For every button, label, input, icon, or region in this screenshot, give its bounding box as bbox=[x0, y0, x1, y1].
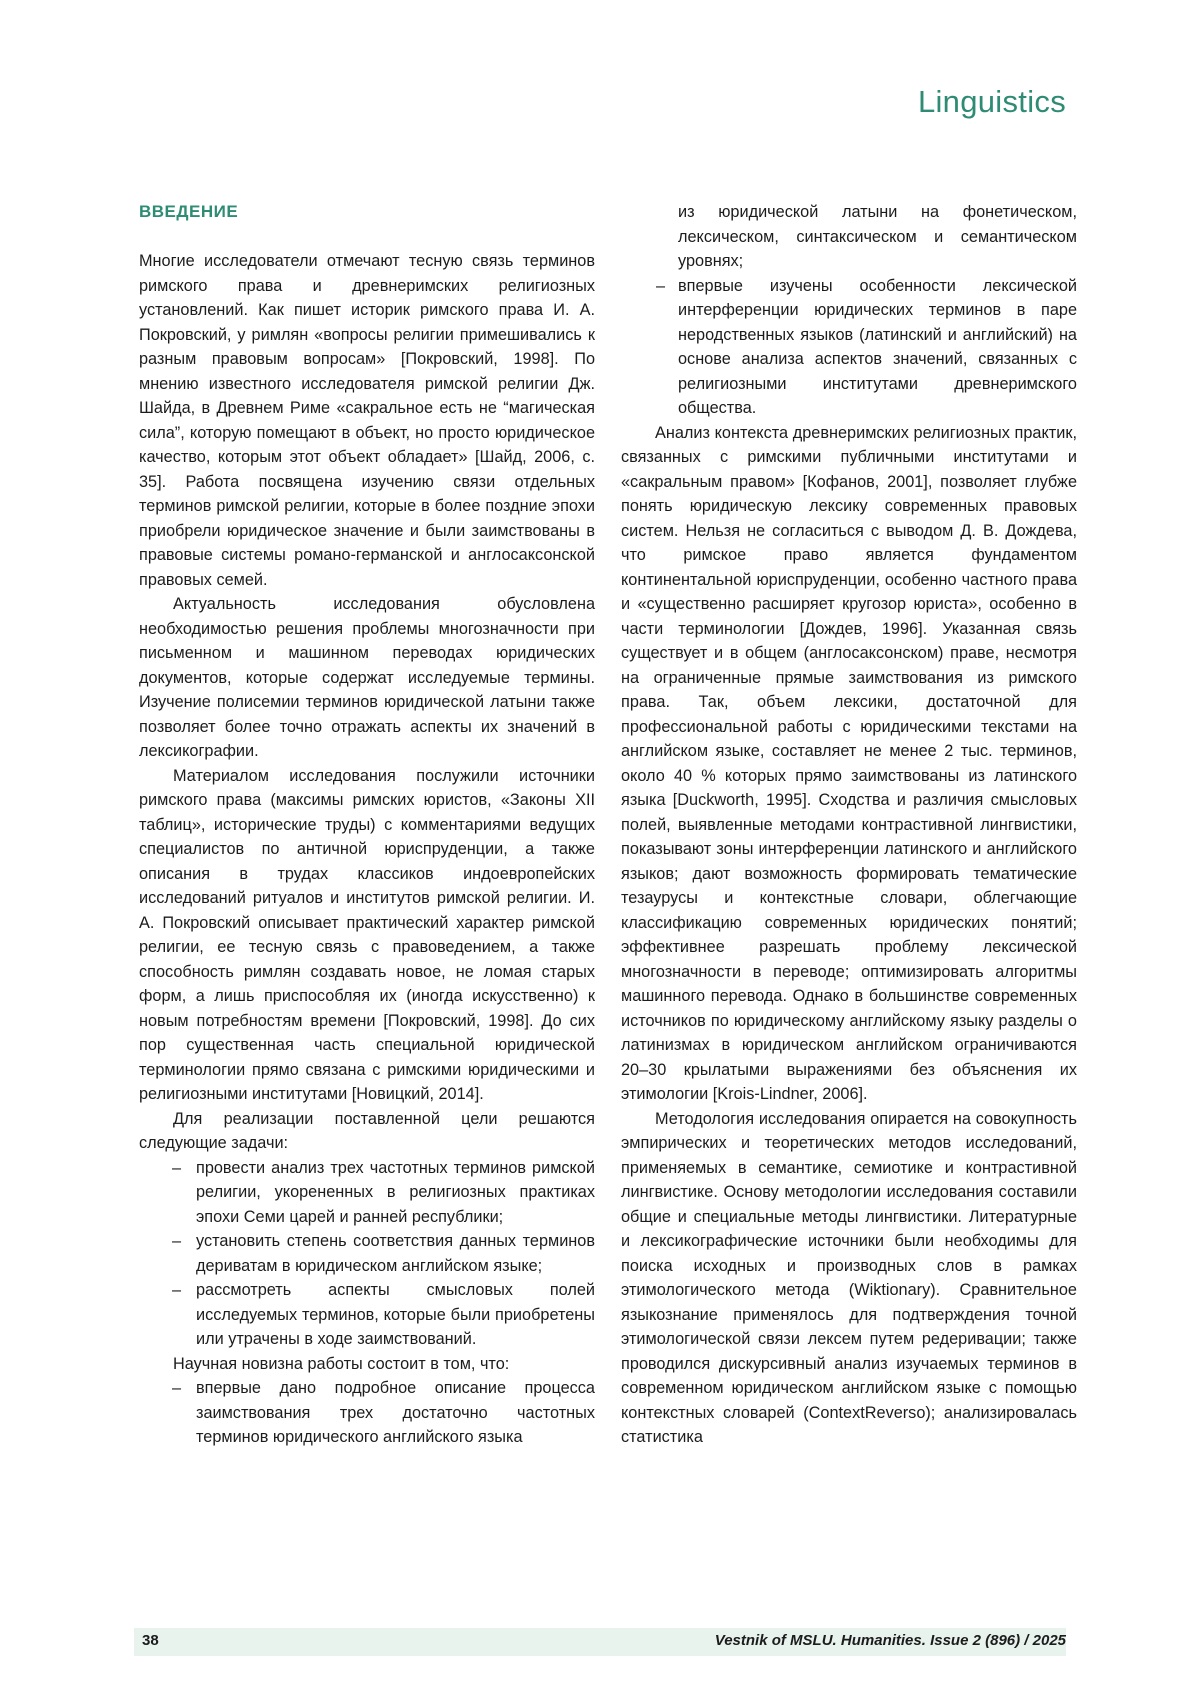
left-column bbox=[139, 200, 595, 1450]
paragraph: Анализ контекста древнеримских религиозных практик, связанных с римскими публичными институтами и «сакральным правом» [Кофанов, 2001], позволяет глубже понять юридическую лексику современных правовых систем. Нельзя не согласиться с выводом Д. В. Дождева, что римское право является фундаментом континентальной юриспруденции, особенно частного права и «существенно расширяет кругозор юриста», особенно в части терминологии [Дождев, 1996]. Указанная связь существует и в общем (англосаксонском) праве, несмотря на ограниченные прямые заимствования из римского права. Так, объем лексики, достаточной для профессиональной работы с юридическими текстами на английском языке, составляет не менее 2 тыс. терминов, около 40 % которых прямо заимствованы из латинского языка [Duckworth, 1995]. Сходства и различия смысловых полей, выявленные методами контрастивной лингвистики, показывают зоны интерференции латинского и английского языков; дают возможность формировать тематические тезаурусы и контекстные словари, облегчающие классификацию современных юридических понятий; эффективнее разрешать проблему лексической многозначности в переводе; оптимизировать алгоритмы машинного перевода. Однако в большинстве современных источников по юридическому английскому языку разделы о латинизмах в юридическом английском ограничиваются 20–30 крылатыми выражениями без объяснения их этимологии [Krois-Lindner, 2006]. bbox=[621, 423, 1077, 1103]
list-item: – установить степень соответствия данных терминов дериватам в юридическом английском языке; bbox=[139, 1229, 595, 1278]
paragraph: Для реализации поставленной цели решаются следующие задачи: bbox=[139, 1109, 595, 1152]
list-item-text: впервые дано подробное описание процесса заимствования трех достаточно частотных терминов юридического английского языка bbox=[196, 1379, 595, 1446]
list-item: – рассмотреть аспекты смысловых полей исследуемых терминов, которые были приобретены или утрачены в ходе заимствований. bbox=[139, 1278, 595, 1352]
right-column bbox=[621, 200, 1077, 1450]
novelty-list bbox=[139, 1376, 595, 1450]
list-item bbox=[139, 1376, 595, 1450]
introduction-heading: ВВЕДЕНИЕ bbox=[139, 202, 239, 221]
paragraph: Многие исследователи отмечают тесную связь терминов римского права и древнеримских религиозных установлений. Как пишет историк римского права И. А. Покровский, у римлян «вопросы религии примешивались к разным правовым вопросам» [Покровский, 1998]. По мнению известного исследователя римской религии Дж. Шайда, в Древнем Риме «сакральное есть не “магическая сила”, которую помещают в объект, но просто юридическое качество, которым этот объект обладает» [Шайд, 2006, с. 35]. Работа посвящена изучению связи отдельных терминов римской религии, которые в более поздние эпохи приобрели юридическое значение и были заимствованы в правовые системы романо-германской и англосаксонской правовых семей. bbox=[139, 252, 595, 589]
novelty-list-cont bbox=[621, 274, 1077, 421]
list-item: – провести анализ трех частотных терминов римской религии, укорененных в религиозных практиках эпохи Семи царей и ранней республики; bbox=[139, 1156, 595, 1230]
section-title: Linguistics bbox=[917, 84, 1066, 119]
paragraph: Материалом исследования послужили источники римского права (максимы римских юристов, «Законы XII таблиц», исторические труды) с комментариями ведущих специалистов по античной юриспруденции, а также описания в трудах классиков индоевропейских исследований ритуалов и институтов римской религии. И. А. Покровский описывает практический характер римской религии, ее тесную связь с правоведением, а также способность римлян создавать новое, не ломая старых форм, а лишь приспособляя их (иногда искусственно) к новым потребностям времени [Покровский, 1998]. До сих пор существенная часть специальной юридической терминологии прямо связана с римскими юридическими и религиозными институтами [Новицкий, 2014]. bbox=[139, 766, 595, 1103]
task-list bbox=[139, 1156, 595, 1352]
paragraph: Научная новизна работы состоит в том, что: bbox=[173, 1354, 510, 1373]
paragraph: Актуальность исследования обусловлена необходимостью решения проблемы многозначности при письменном и машинном переводах юридических документов, которые содержат исследуемые термины. Изучение полисемии терминов юридической латыни также позволяет более точно отражать аспекты их значений в лексикографии. bbox=[139, 595, 595, 760]
list-item: – впервые изучены особенности лексической интерференции юридических терминов в паре неродственных языков (латинский и английский) на основе анализа аспектов значений, связанных с религиозными институтами древнеримского общества. bbox=[621, 274, 1077, 421]
list-item-continuation: из юридической латыни на фонетическом, лексическом, синтаксическом и семантическом уровнях; bbox=[678, 203, 1077, 270]
page-number: 38 bbox=[142, 1632, 159, 1649]
journal-title: Vestnik of MSLU. Humanities. Issue 2 (896) / 2025 bbox=[714, 1632, 1066, 1649]
paragraph: Методология исследования опирается на совокупность эмпирических и теоретических методов исследований, применяемых в семантике, семиотике и контрастивной лингвистике. Основу методологии исследования составили общие и специальные методы лингвистики. Литературные и лексикографические источники были необходимы для поиска исходных и производных слов в рамках этимологического метода (Wiktionary). Сравнительное языкознание применялось для подтверждения точной этимологической связи лексем путем редеривации; также проводился дискурсивный анализ изучаемых терминов в современном юридическом английском языке с помощью контекстных словарей (ContextReverso); анализировалась статистика bbox=[621, 1109, 1077, 1446]
